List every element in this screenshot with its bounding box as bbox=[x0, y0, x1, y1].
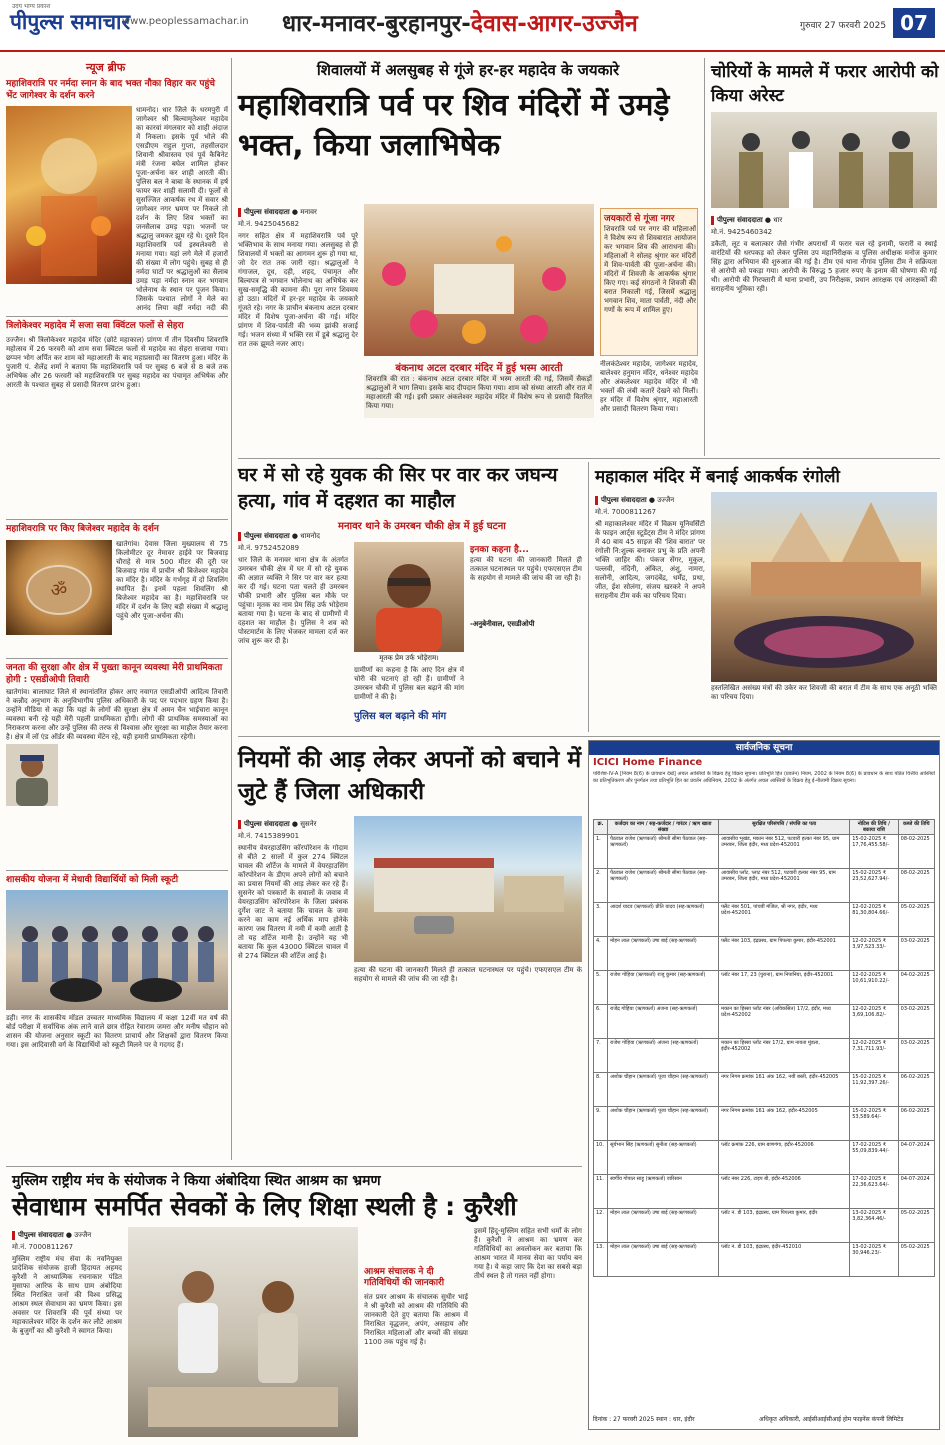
notice-cell-notice: 12-02-2025 ₹ 3,69,106.82/- bbox=[850, 1005, 898, 1039]
theft-photo bbox=[711, 112, 937, 208]
brief-1-headline[interactable]: महाशिवरात्रि पर नर्मदा स्नान के बाद भक्त नौका विहार कर पहुंचे भेंट जागेश्वर के दर्शन करने bbox=[6, 79, 215, 101]
brief-5-headline[interactable]: शासकीय योजना में मेधावी विद्यार्थियों को मिली स्कूटी bbox=[6, 875, 179, 885]
notice-cell-notice: 15-02-2025 ₹ 11,92,397.26/- bbox=[850, 1073, 898, 1107]
brief-1-body: धामनोद। धार जिले के धरमपुरी में जागेश्वर श्री बिल्वामृतेश्वर महादेव का कारवां मंगलवार को शाही अंदाज में निकला। इसके पूर्व भोले की एसडीएम राहुल गुप्ता, तहसीलदार शिवानी श्रीवास्तव एवं पूर्व कैबिनेट मंत्री रंजना बघेल शामिल होकर पूजा-अर्चना कर शाही आरती की। पुलिस बल ने बाबा के स्थानक में हर्ष फायर कर शाही सलामी दी। फूलों से सुसज्जित आकर्षक रथ में सवार श्री जागेश्वर नगर भ्रमण पर निकले तो दर्शन के लिए शिव भक्तों का जनसैलाब उमड़ पड़ा। भजनों पर श्रद्धालु जमकर झूम रहे थे। दूसरे दिन महाशिवरात्रि पर्व इस्थलेश्वरी से मनाया गया। यहां लगे मेले में हजारों की संख्या में लोग पहुंचे। सुबह से ही नर्मदा घाटों पर श्रद्धालुओं का सैलाब उमड़ पड़ा नर्मदा स्नान कर भगवान भोलेनाथ के स्थान पर पूजन किया। जिसके पश्चात लोगों ने मेले का आनंद लिया वहीं नर्मदा नदी की bbox=[136, 106, 228, 312]
murder-byline-name: पीपुल्स संवाददाता bbox=[244, 532, 290, 540]
region-part-2: देवास-आगर-उज्जैन bbox=[470, 11, 638, 37]
notice-row bbox=[594, 1209, 935, 1243]
notice-cell-property: प्लॉट नंबर 17, 23 (पुराना), ग्राम निपानिया, इंदौर-452001 bbox=[719, 971, 850, 1005]
notice-cell-name: राजेश गोहिया (ऋणकर्ता) राजू कुमार (सह-ऋणकर्ता) bbox=[608, 971, 719, 1005]
murder-victim-photo bbox=[354, 542, 464, 652]
shivratri-col3: नीलकंठेश्वर महादेव, जागेश्वर महादेव, बालेश्वर हनुमान मंदिर, धनेश्वर महादेव और अंकलेश्वर महादेव मंदिर में भी भक्तों की लंबी कतारें देखने को मिलीं। हर मंदिर में विशेष श्रृंगार, महाआरती और प्रसादी वितरण किया गया। bbox=[600, 360, 698, 413]
page-number: 07 bbox=[893, 8, 935, 38]
notice-cell-name: मोहन लाल (ऋणकर्ता) उषा बाई (सह-ऋणकर्ता) bbox=[608, 937, 719, 971]
ashram-box-body: संत प्रवर आश्रम के संचालक सुधीर भाई ने श्री कुरैशी को आश्रम की गतिविधि की जानकारी देते हुए बताया कि आश्रम में निराश्रित वृद्धजन, अपंग, असहाय और निराश्रित महिलाओं और बच्चों की संख्या 1100 तक पहुंच गई है। bbox=[364, 1293, 468, 1346]
notice-cell-possession: 04-07-2024 bbox=[898, 1175, 934, 1209]
notice-row bbox=[594, 835, 935, 869]
notice-cell-name: पैठवाल राजेश (ऋणकर्ता) श्रीमती सीमा पैठवाल (सह-ऋणकर्ता) bbox=[608, 835, 719, 869]
warehouse-byline-place: सुसनेर bbox=[300, 820, 317, 828]
notice-row bbox=[594, 1039, 935, 1073]
notice-cell-notice: 12-02-2025 ₹ 3,97,523.33/- bbox=[850, 937, 898, 971]
shivratri-mobile: मो.नं. 9425045682 bbox=[238, 220, 300, 228]
rangoli-story bbox=[588, 462, 940, 732]
rangoli-photo bbox=[711, 492, 937, 682]
warehouse-body: स्थानीय वेयरहाउसिंग कॉरपोरेशन के गोदाम से बीते 2 सालों में कुल 274 क्विंटल चावल की शॉर्टेज के मामले में वेयरहाउसिंग कॉरपोरेशन के डीएम अपने लोगों को बचाने का प्रयास नियमों की आड़ लेकर कर रहे हैं। सुसनेर को पत्रकारों के सवालों के जवाब में वेयरहाउसिंग कॉरपोरेशन के जिला प्रबंधक दुर्गेश जाट ने बताया कि चावल के जमा करने का काम नई अर्थिक माप होनेके कारण जब वितरण में नमी में कमी आती है तो यह शॉर्टेज मानी है। उन्होंने यह भी बताया कि कुल 43000 क्विंटल चावल में से 274 क्विंटल की शॉर्टेज आई है। bbox=[238, 844, 348, 960]
notice-cell-no: 7. bbox=[594, 1039, 608, 1073]
theft-body: डकैती, लूट व बलात्कार जैसे गंभीर अपराधों में फरार चल रहे इनामी, फरारी व स्थाई वारंटियों की धरपकड़ को लेकर पुलिस उप महानिरीक्षक व पुलिस अधीक्षक मनोज कुमार सिंह द्वारा अभियान की शुरुआत की गई है। टीम एवं थाना नौगांव पुलिस टीम ने सक्रियता से आरोपी को पकड़ा गया। आरोपी के विरुद्ध 5 हजार रुपए के इनाम की घोषणा की गई थी। आरोपी की गिरफ्तारी में थाना प्रभारी, उप निरीक्षक, प्रधान आरक्षक एवं आरक्षकों की सराहनीय भूमिका रही। bbox=[711, 240, 937, 293]
notice-footer-sign: अधिकृत अधिकारी, आईसीआईसीआई होम फाइनेंस कंपनी लिमिटेड bbox=[759, 1416, 904, 1423]
byline-place: मनावर bbox=[300, 208, 317, 216]
ashram-byline-name: पीपुल्स संवाददाता bbox=[18, 1231, 64, 1239]
brief-3-body: खातेगांव। देवास जिला मुख्यालय से 75 किलोमीटर दूर नेमावर हाईवे पर बिजवाड़ चौराहे से मात्र 500 मीटर की दूरी पर बिजवाड़ गांव में प्राचीन श्री बिजेश्वर महादेव का मंदिर है। मंदिर के गर्भगृह में दो शिवलिंग स्थापित हैं। इनमें पहला शिवलिंग श्री बिजेश्वर महादेव का है। महाशिवरात्रि पर मंदिर में दर्शन के लिए बड़ी संख्या में श्रद्धालु पहुंचे और पूजा-अर्चना की। bbox=[116, 540, 228, 620]
quote-title: इनका कहना है... bbox=[470, 545, 529, 555]
col-property: सुरक्षित परिसंपत्ति / संपत्ति का पता bbox=[719, 820, 850, 835]
notice-cell-possession: 05-02-2025 bbox=[898, 1243, 934, 1277]
rangoli-headline[interactable]: महाकाल मंदिर में बनाई आकर्षक रंगोली bbox=[595, 467, 840, 487]
shivratri-photo bbox=[364, 204, 594, 356]
notice-row bbox=[594, 1107, 935, 1141]
notice-cell-no: 1. bbox=[594, 835, 608, 869]
notice-cell-possession: 06-02-2025 bbox=[898, 1073, 934, 1107]
ashram-photo bbox=[128, 1227, 358, 1437]
masthead bbox=[0, 0, 945, 52]
news-brief-label: न्यूज ब्रीफ bbox=[86, 61, 126, 74]
murder-quote-box bbox=[470, 542, 582, 662]
notice-cell-possession: 03-02-2025 bbox=[898, 937, 934, 971]
notice-cell-property: फ्लैट नंबर 103, इंद्रप्रस्थ, ग्राम पिपल्या कुमार, इंदौर-452001 bbox=[719, 937, 850, 971]
notice-cell-possession: 05-02-2025 bbox=[898, 903, 934, 937]
ashram-body: मुस्लिम राष्ट्रीय मंच सेवा के नवनियुक्त प्रादेशिक संयोजक हाजी हिदायत अहमद कुरैशी ने आध्यात्मिक रचनाकार पंडित मुसाफा आरिफ के साथ ग्राम अंबोदिया स्थित निराश्रित जनों की विश्व प्रसिद्ध आश्रम स्थल सेवाधाम का भ्रमण किया। इस अवसर पर शिवरात्रि की पूर्व संध्या पर महाकालेश्वर मंदिर के दर्शन कर लौटे आश्रम के बुजुर्गों का श्री कुरैशी ने स्वागत किया। bbox=[12, 1255, 122, 1335]
notice-cell-possession: 05-02-2025 bbox=[898, 1209, 934, 1243]
public-notice bbox=[588, 740, 940, 1430]
murder-body: धार जिले के मनावर थाना क्षेत्र के अंतर्गत उमरबन चौकी क्षेत्र में घर में सो रहे युवक की अज्ञात व्यक्ति ने सिर पर वार कर हत्या कर दी गई। घटना पता चलते ही उमरबन चौकी प्रभारी और पुलिस बल मौके पर पहुंचा। मृतक का नाम प्रेम सिंह उर्फ भोड़ेराम बताया गया है। घटना के बाद से ग्रामीणों में दहशत का माहौल है। पुलिस ने शव को पोस्टमार्टम के लिए भेजकर मामला दर्ज कर जांच शुरू कर दी है। bbox=[238, 556, 348, 645]
paper-logo[interactable]: पीपुल्स समाचार bbox=[10, 10, 131, 34]
col-notice: नोटिस की तिथि / बकाया राशि bbox=[850, 820, 898, 835]
notice-title: सार्वजनिक सूचना bbox=[589, 741, 939, 755]
notice-cell-possession: 03-02-2025 bbox=[898, 1039, 934, 1073]
notice-cell-possession: 06-02-2025 bbox=[898, 1107, 934, 1141]
notice-row bbox=[594, 971, 935, 1005]
notice-cell-name: सूर्यभान सिंह (ऋणकर्ता) सुनीता (सह-ऋणकर्ता) bbox=[608, 1141, 719, 1175]
murder-byline-place: धामनोद bbox=[300, 532, 320, 540]
murder-photo-caption: मृतक प्रेम उर्फ भोड़ेराम। bbox=[379, 654, 439, 662]
notice-cell-name: अशोक चौहान (ऋणकर्ता) पूजा चौहान (सह-ऋणकर्ता) bbox=[608, 1107, 719, 1141]
rangoli-mobile: मो.नं. 7000811267 bbox=[595, 508, 657, 516]
notice-cell-possession: 04-07-2024 bbox=[898, 1141, 934, 1175]
brief-4-headline[interactable]: जनता की सुरक्षा और क्षेत्र में पुख्ता कानून व्यवस्था मेरी प्राथमिकता होगी : एसडीओपी तिवारी bbox=[6, 663, 223, 685]
notice-cell-name: राजेंद्र गोहिया (ऋणकर्ता) अंजना (सह-ऋणकर्ता) bbox=[608, 1005, 719, 1039]
side-box-body: शिवरात्रि पर्व पर नगर की महिलाओं ने विशेष रूप से शिवबारात आयोजन कर भगवान शिव की आराधना की। महिलाओं ने सोलह श्रृंगार कर मंदिरों में शिव-पार्वती की पूजा-अर्चना की। मंदिरों में शिवजी के आकर्षक श्रृंगार किए गए। कई संगठनों ने शिवजी की बरात निकाली गई, जिसमें श्रद्धालु भगवान शिव, माता पार्वती, नंदी और गणों के रूप में शामिल हुए। bbox=[604, 225, 696, 314]
theft-mobile: मो.नं. 9425460342 bbox=[711, 228, 773, 236]
ashram-box bbox=[364, 1267, 468, 1437]
notice-cell-notice: 12-02-2025 ₹ 81,30,804.66/- bbox=[850, 903, 898, 937]
warehouse-headline[interactable]: नियमों की आड़ लेकर अपनों को बचाने में जुटे हैं जिला अधिकारी bbox=[238, 747, 582, 805]
theft-byline-place: धार bbox=[773, 216, 783, 224]
shivratri-headline[interactable]: महाशिवरात्रि पर्व पर शिव मंदिरों में उमड़े भक्त, किया जलाभिषेक bbox=[238, 88, 670, 163]
theft-story bbox=[704, 58, 940, 456]
notice-cell-no: 2. bbox=[594, 869, 608, 903]
notice-cell-property: आवासीय प्लॉट, प्लाट नंबर 512, पटवारी हल्का नंबर 95, ग्राम उमरबन, जिला इंदौर, मध्य प्रदेश-452001 bbox=[719, 869, 850, 903]
byline-name: पीपुल्स संवाददाता bbox=[244, 208, 290, 216]
notice-cell-property: मकान का हिस्सा प्लॉट नंबर 17/2, ग्राम नायता मुंडला, इंदौर-452002 bbox=[719, 1039, 850, 1073]
theft-byline-name: पीपुल्स संवाददाता bbox=[717, 216, 763, 224]
notice-cell-notice: 15-02-2025 ₹ 23,52,627.94/- bbox=[850, 869, 898, 903]
rangoli-byline: पीपुल्स संवाददाता ● उज्जैन bbox=[595, 496, 674, 505]
notice-cell-property: नगर निगम क्रमांक 161 अंक 162, इंदौर-452005 bbox=[719, 1107, 850, 1141]
quote-body: हत्या की घटना की जानकारी मिलते ही तत्काल घटनास्थल पर पहुंचे। एफएसएल टीम के सहयोग से मामले की जांच की जा रही है। bbox=[470, 556, 582, 582]
ashram-byline-place: उज्जैन bbox=[74, 1231, 92, 1239]
notice-cell-no: 12. bbox=[594, 1209, 608, 1243]
murder-col2: ग्रामीणों का कहना है कि आए दिन क्षेत्र में चोरी की घटनाएं हो रही हैं। ग्रामीणों ने उमरबन चौकी में पुलिस बल बढ़ाने की मांग ग्रामीणों ने की है। bbox=[354, 666, 464, 701]
notice-cell-property: प्लॉट नंबर 226, टाइप बी, इंदौर-452006 bbox=[719, 1175, 850, 1209]
notice-row bbox=[594, 1005, 935, 1039]
rangoli-caption: हस्तलिखित असंख्य मंत्रों की उकेर कर शिवजी की बरात में टीम के साथ एक अनूठी भक्ति का परिचय दिया। bbox=[711, 684, 937, 701]
warehouse-story bbox=[238, 740, 582, 1160]
brief-2-headline[interactable]: त्रिलोकेश्वर महादेव में सजा सवा क्विंटल फलों से सेहरा bbox=[6, 321, 184, 331]
col-name: कर्जदार का नाम / सह-कर्जदार / गारंटर / ऋण खाता संख्या bbox=[608, 820, 719, 835]
murder-headline[interactable]: घर में सो रहे युवक की सिर पर वार कर जघन्य हत्या, गांव में दहशत का माहौल bbox=[238, 464, 558, 512]
notice-cell-notice: 15-02-2025 ₹ 53,589.64/- bbox=[850, 1107, 898, 1141]
shivratri-byline: पीपुल्स संवाददाता ● मनावर bbox=[238, 208, 317, 217]
notice-cell-property: प्लॉट क्रमांक 226, ग्राम बाणगंगा, इंदौर-452006 bbox=[719, 1141, 850, 1175]
shivratri-side-box bbox=[600, 208, 698, 356]
notice-cell-possession: 08-02-2025 bbox=[898, 835, 934, 869]
shivratri-caption-title: बंकनाथ अटल दरबार मंदिर में हुई भस्म आरती bbox=[395, 363, 563, 374]
side-box-title: जयकारों से गूंजा नगर bbox=[604, 214, 675, 224]
notice-cell-name: अशोक चौहान (ऋणकर्ता) पूजा चौहान (सह-ऋणकर्ता) bbox=[608, 1073, 719, 1107]
notice-cell-possession: 08-02-2025 bbox=[898, 869, 934, 903]
notice-cell-notice: 12-02-2025 ₹ 10,61,910.22/- bbox=[850, 971, 898, 1005]
notice-row bbox=[594, 1073, 935, 1107]
warehouse-byline-name: पीपुल्स संवाददाता bbox=[244, 820, 290, 828]
brief-5-body: डही। नगर के शासकीय मॉडल उच्चतर माध्यमिक विद्यालय में कक्षा 12वीं मत वर्ष की बोर्ड परीक्षा में सर्वाधिक अंक लाने वाले छात्र रोहित रेवाराम जमरा और मनीष चौहान को शासन की योजना अनुसार स्कूटी का वितरण प्राचार्य और शिक्षकों द्वारा वितरण किया गया। इस आदिवासी वर्ग के विद्यार्थियों को स्कूटी मिलने पर वे गदगद हैं। bbox=[6, 1014, 228, 1049]
brief-3-headline[interactable]: महाशिवरात्रि पर किए बिजेश्वर महादेव के दर्शन bbox=[6, 524, 159, 534]
col-no: क्र. bbox=[594, 820, 608, 835]
warehouse-col2: हत्या की घटना की जानकारी मिलते ही तत्काल घटनास्थल पर पहुंचे। एफएसएल टीम के सहयोग से मामले की जांच की जा रही है। bbox=[354, 966, 582, 983]
murder-byline: पीपुल्स संवाददाता ● धामनोद bbox=[238, 532, 320, 541]
ashram-byline: पीपुल्स संवाददाता ● उज्जैन bbox=[12, 1231, 91, 1240]
murder-story bbox=[238, 462, 582, 732]
notice-cell-no: 3. bbox=[594, 903, 608, 937]
ashram-kicker: मुस्लिम राष्ट्रीय मंच के संयोजक ने किया अंबोदिया स्थित आश्रम का भ्रमण bbox=[12, 1173, 381, 1189]
ashram-mobile: मो.नं. 7000811267 bbox=[12, 1243, 74, 1251]
notice-cell-no: 10. bbox=[594, 1141, 608, 1175]
notice-cell-no: 8. bbox=[594, 1073, 608, 1107]
notice-cell-notice: 13-02-2025 ₹ 30,946.23/- bbox=[850, 1243, 898, 1277]
notice-row bbox=[594, 1243, 935, 1277]
brief-4-body: खातेगांव। बालाघाट जिले से स्थानांतरित होकर आए नवागत एसडीओपी आदित्य तिवारी ने कन्नौद अनुभाग के अनुविभागीय पुलिस अधिकारी के पद पर पदभार ग्रहण किया है। उन्होंने मीडिया से कहा कि यहां के लोगों की सुरक्षा क्षेत्र में अमन चैन भाईचारा कानून व्यवस्था बनी रहे यही मेरी पहली प्राथमिकता होगी। लोगों की प्राथमिक समस्याओं का निराकरण करना और उन्हें पुलिस की तरफ से विश्वास और सुरक्षा का माहौल तैयार करना है। क्षेत्र में लॉ एंड ऑर्डर की व्यवस्था मेंटेन रहे, यही हमारी प्राथमिकता रहेगी। bbox=[6, 688, 228, 741]
shivratri-kicker: शिवालयों में अलसुबह से गूंजे हर-हर महादेव के जयकारे bbox=[316, 61, 620, 79]
col-possession: कब्जे की तिथि bbox=[898, 820, 934, 835]
warehouse-photo bbox=[354, 816, 582, 962]
warehouse-mobile: मो.नं. 7415389901 bbox=[238, 832, 300, 840]
notice-cell-no: 5. bbox=[594, 971, 608, 1005]
notice-row bbox=[594, 1175, 935, 1209]
notice-cell-notice: 17-02-2025 ₹ 55,09,839.44/- bbox=[850, 1141, 898, 1175]
shivratri-story bbox=[238, 58, 698, 456]
notice-row bbox=[594, 869, 935, 903]
murder-subhead: मनावर थाने के उमरबन चौकी क्षेत्र में हुई घटना bbox=[338, 521, 506, 532]
shivratri-col1: नगर सहित क्षेत्र में महाशिवरात्रि पर्व पूरे भक्तिभाव के साथ मनाया गया। अलसुबह से ही शिवालयों में भक्तों का आगमन शुरू हो गया था, जो देर रात तक जारी रहा। श्रद्धालुओं ने गंगाजल, दूध, दही, शहद, पंचामृत और बिल्वपत्र से भगवान भोलेनाथ का अभिषेक कर सुख-समृद्धि की कामना की। पूरा नगर शिवमय हो उठा। मंदिरों में हर-हर महादेव के जयकारे गूंजते रहे। नगर के प्राचीन बंकनाथ अटल दरबार मंदिर में विशेष पूजा-अर्चना की गई। मंदिर प्रांगण में शिव-पार्वती की भव्य झांकी सजाई गई। भजन संध्या में भक्ति रस में डूबे श्रद्धालु देर रात तक झूमते नजर आए। bbox=[238, 232, 358, 348]
ashram-headline[interactable]: सेवाधाम समर्पित सेवकों के लिए शिक्षा स्थली है : कुरैशी bbox=[12, 1192, 517, 1221]
notice-cell-name: मोहन लाल (ऋणकर्ता) उषा बाई (सह-ऋणकर्ता) bbox=[608, 1243, 719, 1277]
notice-table bbox=[593, 819, 935, 1277]
brief-3-photo bbox=[6, 540, 112, 635]
quote-by: -अनुबेनीवाल, एसडीओपी bbox=[470, 620, 535, 628]
murder-mobile: मो.नं. 9752452089 bbox=[238, 544, 300, 552]
notice-row bbox=[594, 903, 935, 937]
region-banner bbox=[282, 6, 638, 38]
ashram-box-title: आश्रम संचालक ने दी गतिविधियों की जानकारी bbox=[364, 1267, 445, 1288]
notice-intro: परिशिष्ट-IV-A [नियम 8(6) के प्रावधान देखें] अचल आस्तियों के विक्रय हेतु विक्रय सूचना। प्रतिभूति हित (प्रवर्तन) नियम, 2002 के नियम 8(6) के प्रावधान के साथ पठित वित्तीय आस्तियों का प्रतिभूतिकरण और पुनर्गठन तथा प्रतिभूति हित का प्रवर्तन अधिनियम, 2002 के अंतर्गत अचल आस्तियों के विक्रय हेतु ई-नीलामी विक्रय सूचना। bbox=[593, 771, 935, 784]
notice-cell-name: राजेश गोहिया (ऋणकर्ता) अंजना (सह-ऋणकर्ता) bbox=[608, 1039, 719, 1073]
notice-cell-property: नगर निगम क्रमांक 161 अंक 162, नयी बस्ती, इंदौर-452005 bbox=[719, 1073, 850, 1107]
notice-cell-property: आवासीय भूखंड, मकान नंबर 512, पटवारी हल्का नंबर 95, ग्राम उमरबन, जिला इंदौर, मध्य प्रदेश-452001 bbox=[719, 835, 850, 869]
notice-row bbox=[594, 1141, 935, 1175]
notice-cell-possession: 04-02-2025 bbox=[898, 971, 934, 1005]
notice-cell-notice: 15-02-2025 ₹ 17,76,455.58/- bbox=[850, 835, 898, 869]
ashram-story bbox=[6, 1166, 582, 1438]
website-link[interactable]: www.peoplessamachar.in bbox=[122, 16, 249, 27]
logo-tagline: उदय भाग्य प्रकाश bbox=[12, 3, 51, 10]
notice-cell-notice: 13-02-2025 ₹ 3,82,364.46/- bbox=[850, 1209, 898, 1243]
rangoli-byline-name: पीपुल्स संवाददाता bbox=[601, 496, 647, 504]
notice-row bbox=[594, 937, 935, 971]
notice-cell-property: मकान का हिस्सा प्लॉट नंबर (अविकसित) 17/2, इंदौर, मध्य प्रदेश-452002 bbox=[719, 1005, 850, 1039]
notice-cell-no: 11. bbox=[594, 1175, 608, 1209]
warehouse-byline: पीपुल्स संवाददाता ● सुसनेर bbox=[238, 820, 316, 829]
rangoli-byline-place: उज्जैन bbox=[657, 496, 675, 504]
issue-date: गुरुवार 27 फरवरी 2025 bbox=[800, 21, 887, 31]
ashram-col4: इसमें हिंदू-मुस्लिम सहित सभी धर्मों के लोग हैं। कुरैशी ने आश्रम का भ्रमण कर गतिविधियों का अवलोकन कर बताया कि आश्रम भारत में मानव सेवा का पर्याय बन गया है। ये कहा जाए कि देश का सबसे बड़ा तीर्थ स्थल है तो गलत नहीं होगा। bbox=[474, 1227, 582, 1280]
brief-2-body: उज्जैन। श्री त्रिलोकेश्वर महादेव मंदिर (छोटे महाकाल) प्रांगण में तीन दिवसीय शिवरात्रि महोत्सव में 26 फरवरी को शाम सवा क्विंटल फलों से महादेव का सेहरा सजाया गया। छप्पन भोग अर्पित कर शाम को महाआरती के बाद महाप्रसादी का वितरण हुआ। मंदिर के पुजारी पं. शैलेंद्र शर्मा ने बताया कि महाशिवरात्रि पर्व पर सुबह 6 बजे से 8 बजे तक अभिषेक और 26 फरवरी को महाशिवरात्रि पर सुबह महादेव का पंचामृत अभिषेक और आरती के पश्चात सुबह से प्रसादी वितरण प्रारंभ हुआ। bbox=[6, 336, 228, 389]
notice-cell-property: फ्लैट नंबर 501, पांचवीं मंजिल, श्री नगर, इंदौर, मध्य प्रदेश-452001 bbox=[719, 903, 850, 937]
notice-cell-no: 4. bbox=[594, 937, 608, 971]
notice-cell-name: मोहन लाल (ऋणकर्ता) उषा बाई (सह-ऋणकर्ता) bbox=[608, 1209, 719, 1243]
rangoli-body: श्री महाकालेश्वर मंदिर में विक्रम यूनिवर्सिटी के फाइन आर्ट्स स्टूडेंट्स टीम ने मंदिर प्रांगण में 40 बाय 45 साइज की 'शिव बारात' पर रंगोली नि:शुल्क बनाकर प्रभु के प्रति अपनी भक्ति जाहिर की। पंकज सेंगर, मुकुल, पल्लवी, नंदिनी, अंकित, अंशु, नामरा, सलोनी, आदित्य, जगदंबेंद्र, धर्मेंद्र, प्रथा, जीत, ईश सोलंगा, संजय खरकरे ने अपने सराहनीय टीम वर्क का परिचय दिया। bbox=[595, 520, 705, 600]
notice-cell-no: 9. bbox=[594, 1107, 608, 1141]
brief-5-scooty-photo bbox=[6, 890, 228, 1010]
notice-cell-name: आदर्श यादव (ऋणकर्ता) प्रीति यादव (सह-ऋणकर्ता) bbox=[608, 903, 719, 937]
theft-headline[interactable]: चोरियों के मामले में फरार आरोपी को किया अरेस्ट bbox=[711, 62, 939, 106]
notice-cell-name: पैठवाल राजेश (ऋणकर्ता) श्रीमती सीमा पैठवाल (सह-ऋणकर्ता) bbox=[608, 869, 719, 903]
shivratri-caption-body: शिवरात्रि की रात : बंकनाथ अटल दरबार मंदिर में भस्म आरती की गई, जिसमें सैकड़ों श्रद्धालुओं ने भाग लिया। इसके बाद दीपदान किया गया। शाम को संध्या आरती और रात में महाआरती की गई। इसी प्रकार अंकलेश्वर महादेव मंदिर में विशेष रूप से प्रसादी वितरित किया गया। bbox=[364, 374, 594, 418]
notice-cell-name: स्वर्गीय गोपाल साहू (ऋणकर्ता) वारिसान bbox=[608, 1175, 719, 1209]
notice-footer-place: दिनांक : 27 फरवरी 2025 स्थान : धार, इंदौर bbox=[593, 1416, 695, 1423]
notice-cell-notice: 17-02-2025 ₹ 22,36,623.64/- bbox=[850, 1175, 898, 1209]
notice-cell-property: प्लॉट नं. डी 103, इंद्रप्रस्थ, इंदौर-452010 bbox=[719, 1243, 850, 1277]
svg-text:ॐ: ॐ bbox=[50, 580, 68, 601]
notice-cell-no: 13. bbox=[594, 1243, 608, 1277]
notice-bank-logo: ICICI Home Finance bbox=[593, 757, 703, 768]
notice-cell-possession: 03-02-2025 bbox=[898, 1005, 934, 1039]
notice-cell-no: 6. bbox=[594, 1005, 608, 1039]
notice-cell-notice: 12-02-2025 ₹ 7,31,711.93/- bbox=[850, 1039, 898, 1073]
region-part-1: धार-मनावर-बुरहानपुर- bbox=[282, 11, 471, 37]
notice-cell-property: प्लॉट नं. डी 103, इंद्रप्रस्थ, ग्राम पिपल्या कुमार, इंदौर bbox=[719, 1209, 850, 1243]
murder-box-title: पुलिस बल बढ़ाने की मांग bbox=[354, 711, 447, 722]
news-brief-column bbox=[6, 58, 232, 1160]
theft-byline: पीपुल्स संवाददाता ● धार bbox=[711, 216, 782, 225]
